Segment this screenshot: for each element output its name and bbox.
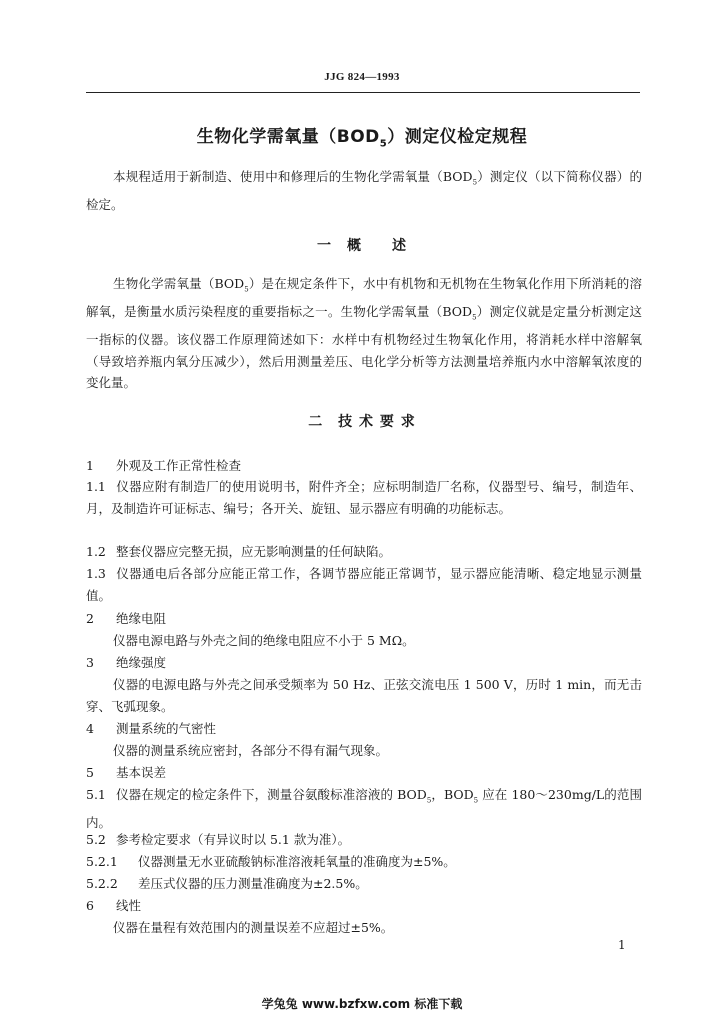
title-subscript: 5 [379, 138, 388, 150]
clause-title: 测量系统的气密性 [116, 721, 217, 736]
clause-2 [86, 608, 642, 630]
title-suffix: ）测定仪检定规程 [387, 127, 528, 147]
clause-title: 外观及工作正常性检查 [116, 458, 242, 473]
clause-number: 3 [86, 655, 94, 670]
clause-number: 4 [86, 721, 94, 736]
overview-paragraph [86, 273, 642, 394]
clause-number: 1.1 [86, 479, 106, 494]
standard-code-header: JJG 824—1993 [324, 71, 400, 83]
clause-text: 整套仪器应完整无损，应无影响测量的任何缺陷。 [116, 544, 392, 559]
clause-5-1 [86, 784, 642, 834]
page-number: 1 [618, 938, 626, 952]
clause-text-b: ，BOD [431, 787, 474, 802]
title-prefix: 生物化学需氧量（BOD [196, 127, 380, 147]
clause-text: 差压式仪器的压力测量准确度为±2.5%。 [138, 876, 368, 891]
section-1-heading: 一 概 述 [317, 238, 407, 254]
footer-watermark: 学兔兔 www.bzfxw.com 标准下载 [261, 997, 463, 1011]
clause-1-1 [86, 476, 642, 519]
clause-number: 1.2 [86, 544, 106, 559]
clause-number: 2 [86, 611, 94, 626]
overview-text-c: ）测定仪就是定量分析测定这一指标的仪器。该仪器工作原理简述如下：水样中有机物经过生物氧化作用，将消耗水样中溶解氧（导致培养瓶内氧分压减少），然后用测量差压、电化学分析等方法测量培养瓶内水中溶解氧浓度的变化量。 [86, 304, 642, 390]
document-title [0, 122, 724, 149]
clause-5-2-2 [86, 873, 642, 895]
clause-number: 1 [86, 458, 94, 473]
overview-subscript-1: 5 [244, 285, 249, 294]
clause-text: 参考检定要求（有异议时以 5.1 款为准）。 [116, 832, 351, 847]
clause-6 [86, 895, 642, 917]
clause-number: 5.2.2 [86, 876, 118, 891]
clause-1 [86, 455, 642, 477]
clause-3-text: 仪器的电源电路与外壳之间承受频率为 50 Hz、正弦交流电压 1 500 V，历时 1 min，而无击穿、飞弧现象。 [86, 677, 642, 714]
clause-number: 5.1 [86, 787, 106, 802]
clause-5 [86, 762, 642, 784]
clause-4-text: 仪器的测量系统应密封，各部分不得有漏气现象。 [113, 743, 389, 758]
clause-1-3 [86, 563, 642, 606]
clause-text-a: 仪器在规定的检定条件下，测量谷氨酸标准溶液的 BOD [116, 787, 427, 802]
clause-3 [86, 652, 642, 674]
clause-5-2 [86, 829, 642, 851]
clause-number: 1.3 [86, 566, 106, 581]
overview-subscript-2: 5 [472, 313, 477, 322]
clause-text: 仪器应附有制造厂的使用说明书，附件齐全；应标明制造厂名称，仪器型号、编号，制造年、月，及制造许可证标志、编号；各开关、旋钮、显示器应有明确的功能标志。 [86, 479, 642, 516]
clause-2-text: 仪器电源电路与外壳之间的绝缘电阻应不小于 5 MΩ。 [113, 633, 415, 648]
clause-title: 线性 [116, 898, 142, 913]
intro-text-b: ）测定仪（以下简称仪器）的检定。 [86, 169, 642, 212]
clause-text-c: 应在 180～230mg/L的范围内。 [86, 787, 642, 830]
clause-subscript-1: 5 [426, 796, 432, 805]
clause-title: 绝缘强度 [116, 655, 167, 670]
clause-number: 6 [86, 898, 94, 913]
clause-number: 5.2 [86, 832, 106, 847]
clause-text: 仪器通电后各部分应能正常工作，各调节器应能正常调节，显示器应能清晰、稳定地显示测量值。 [86, 566, 642, 603]
clause-4 [86, 718, 642, 740]
clause-title: 基本误差 [116, 765, 167, 780]
intro-subscript: 5 [472, 178, 478, 187]
clause-subscript-2: 5 [473, 796, 479, 805]
header-rule [86, 92, 640, 93]
intro-text-a: 本规程适用于新制造、使用中和修理后的生物化学需氧量（BOD [113, 169, 473, 184]
clause-number: 5 [86, 765, 94, 780]
clause-1-2 [86, 541, 642, 563]
overview-text-b: ）是在规定条件下，水中有机物和无机物在生物氧化作用下所消耗的溶解氧，是衡量水质污染程度的重要指标之一。生物化学需氧量（BOD [86, 276, 642, 319]
clause-title: 绝缘电阻 [116, 611, 167, 626]
clause-6-text: 仪器在量程有效范围内的测量误差不应超过±5%。 [113, 920, 394, 935]
clause-text: 仪器测量无水亚硫酸钠标准溶液耗氧量的准确度为±5%。 [138, 854, 456, 869]
section-2-heading: 二 技 术 要 求 [308, 414, 416, 430]
intro-paragraph [86, 166, 642, 216]
clause-5-2-1 [86, 851, 642, 873]
overview-text-a: 生物化学需氧量（BOD [113, 276, 245, 291]
clause-number: 5.2.1 [86, 854, 118, 869]
